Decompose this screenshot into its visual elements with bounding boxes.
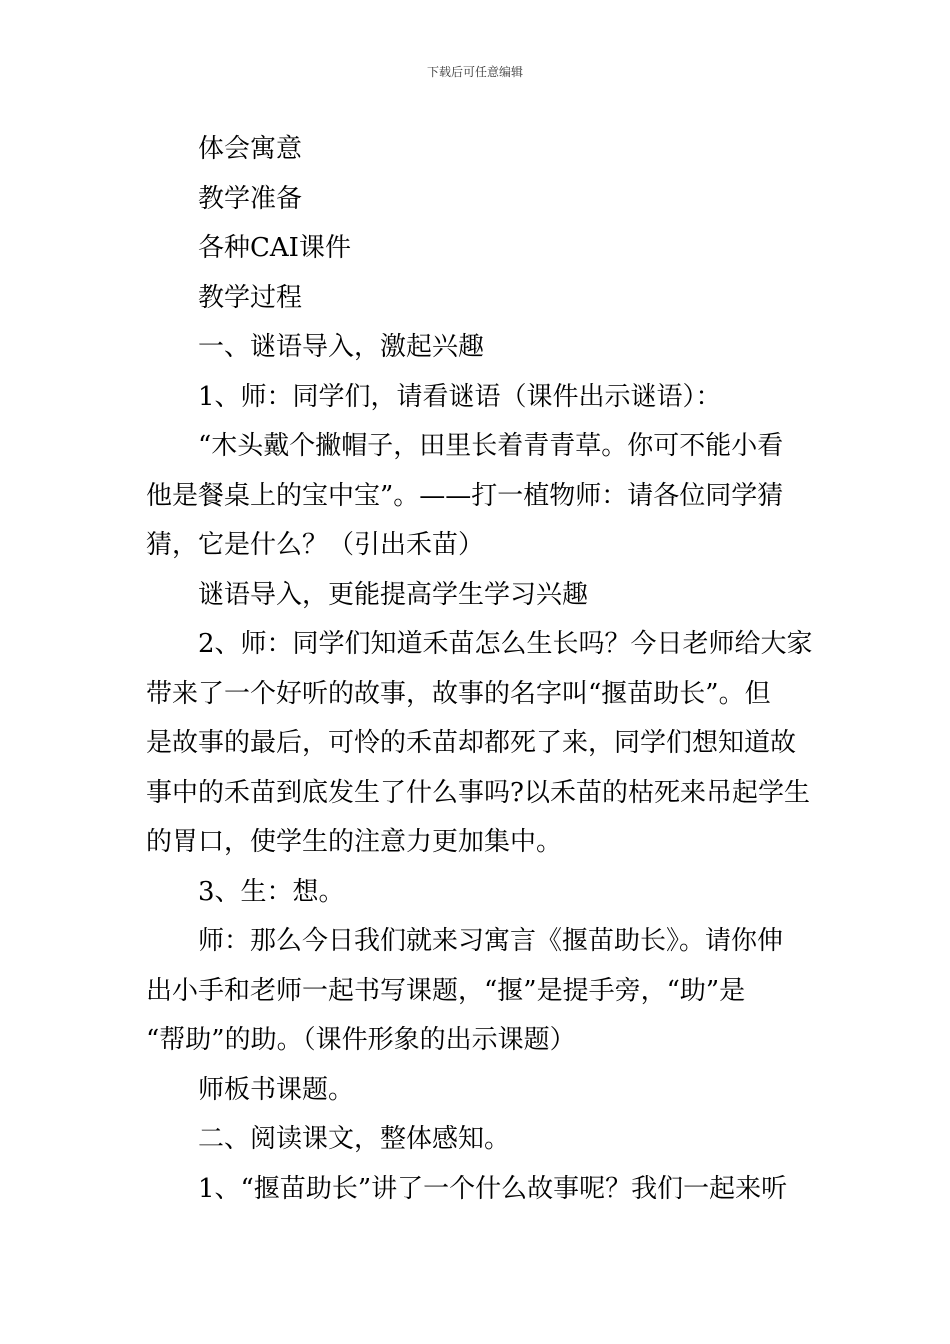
paragraph bbox=[146, 868, 810, 918]
document-body bbox=[146, 125, 813, 1214]
text-line: 1、“揠苗助长”讲了一个什么故事呢？我们一起来听 bbox=[198, 1173, 788, 1204]
paragraph bbox=[146, 422, 810, 571]
paragraph bbox=[146, 1115, 810, 1165]
paragraph bbox=[146, 1165, 810, 1215]
text-line: 各种CAI课件 bbox=[198, 233, 351, 263]
paragraph bbox=[146, 620, 813, 868]
text-line: 教学过程 bbox=[198, 282, 303, 313]
page-header: 下载后可任意编辑 bbox=[426, 65, 523, 79]
text-line: 猜，它是什么？（引出禾苗） bbox=[146, 530, 485, 560]
section-heading: 一、谜语导入，激起兴趣 bbox=[198, 332, 485, 362]
text-line: 谜语导入，更能提高学生学习兴趣 bbox=[198, 579, 589, 610]
section-heading: 二、阅读课文，整体感知。 bbox=[198, 1124, 511, 1154]
text-line: 师：那么今日我们就来习寓言《揠苗助长》。请你伸 bbox=[198, 926, 784, 956]
paragraph bbox=[146, 125, 810, 175]
text-line: “帮助”的助。（课件形象的出示课题） bbox=[146, 1025, 576, 1055]
text-line: 出小手和老师一起书写课题，“揠”是提手旁，“助”是 bbox=[146, 975, 746, 1006]
text-line: 他是餐桌上的宝中宝”。——打一植物师：请各位同学猜 bbox=[146, 480, 784, 511]
text-line: 师板书课题。 bbox=[198, 1074, 355, 1105]
paragraph bbox=[146, 571, 810, 621]
text-line: 的胃口，使学生的注意力更加集中。 bbox=[146, 827, 563, 857]
paragraph bbox=[146, 274, 810, 324]
paragraph bbox=[146, 373, 810, 423]
paragraph bbox=[146, 917, 810, 1066]
text-line: 体会寓意 bbox=[198, 134, 303, 164]
paragraph bbox=[146, 224, 810, 274]
paragraph bbox=[146, 175, 810, 225]
paragraph bbox=[146, 323, 810, 373]
text-line: 1、师：同学们，请看谜语（课件出示谜语）： bbox=[198, 381, 722, 412]
text-line: 3、生：想。 bbox=[198, 876, 345, 907]
paragraph bbox=[146, 1066, 810, 1116]
text-line: 2、师：同学们知道禾苗怎么生长吗？今日老师给大家 bbox=[198, 629, 813, 659]
text-line: 事中的禾苗到底发生了什么事吗?以禾苗的枯死来吊起学生 bbox=[146, 777, 810, 808]
text-line: “木头戴个撇帽子，田里长着青青草。你可不能小看 bbox=[198, 431, 784, 461]
text-line: 是故事的最后，可怜的禾苗却都死了来，同学们想知道故 bbox=[146, 728, 797, 758]
text-line: 带来了一个好听的故事，故事的名字叫“揠苗助长”。但 bbox=[146, 678, 771, 709]
text-line: 教学准备 bbox=[198, 183, 303, 214]
